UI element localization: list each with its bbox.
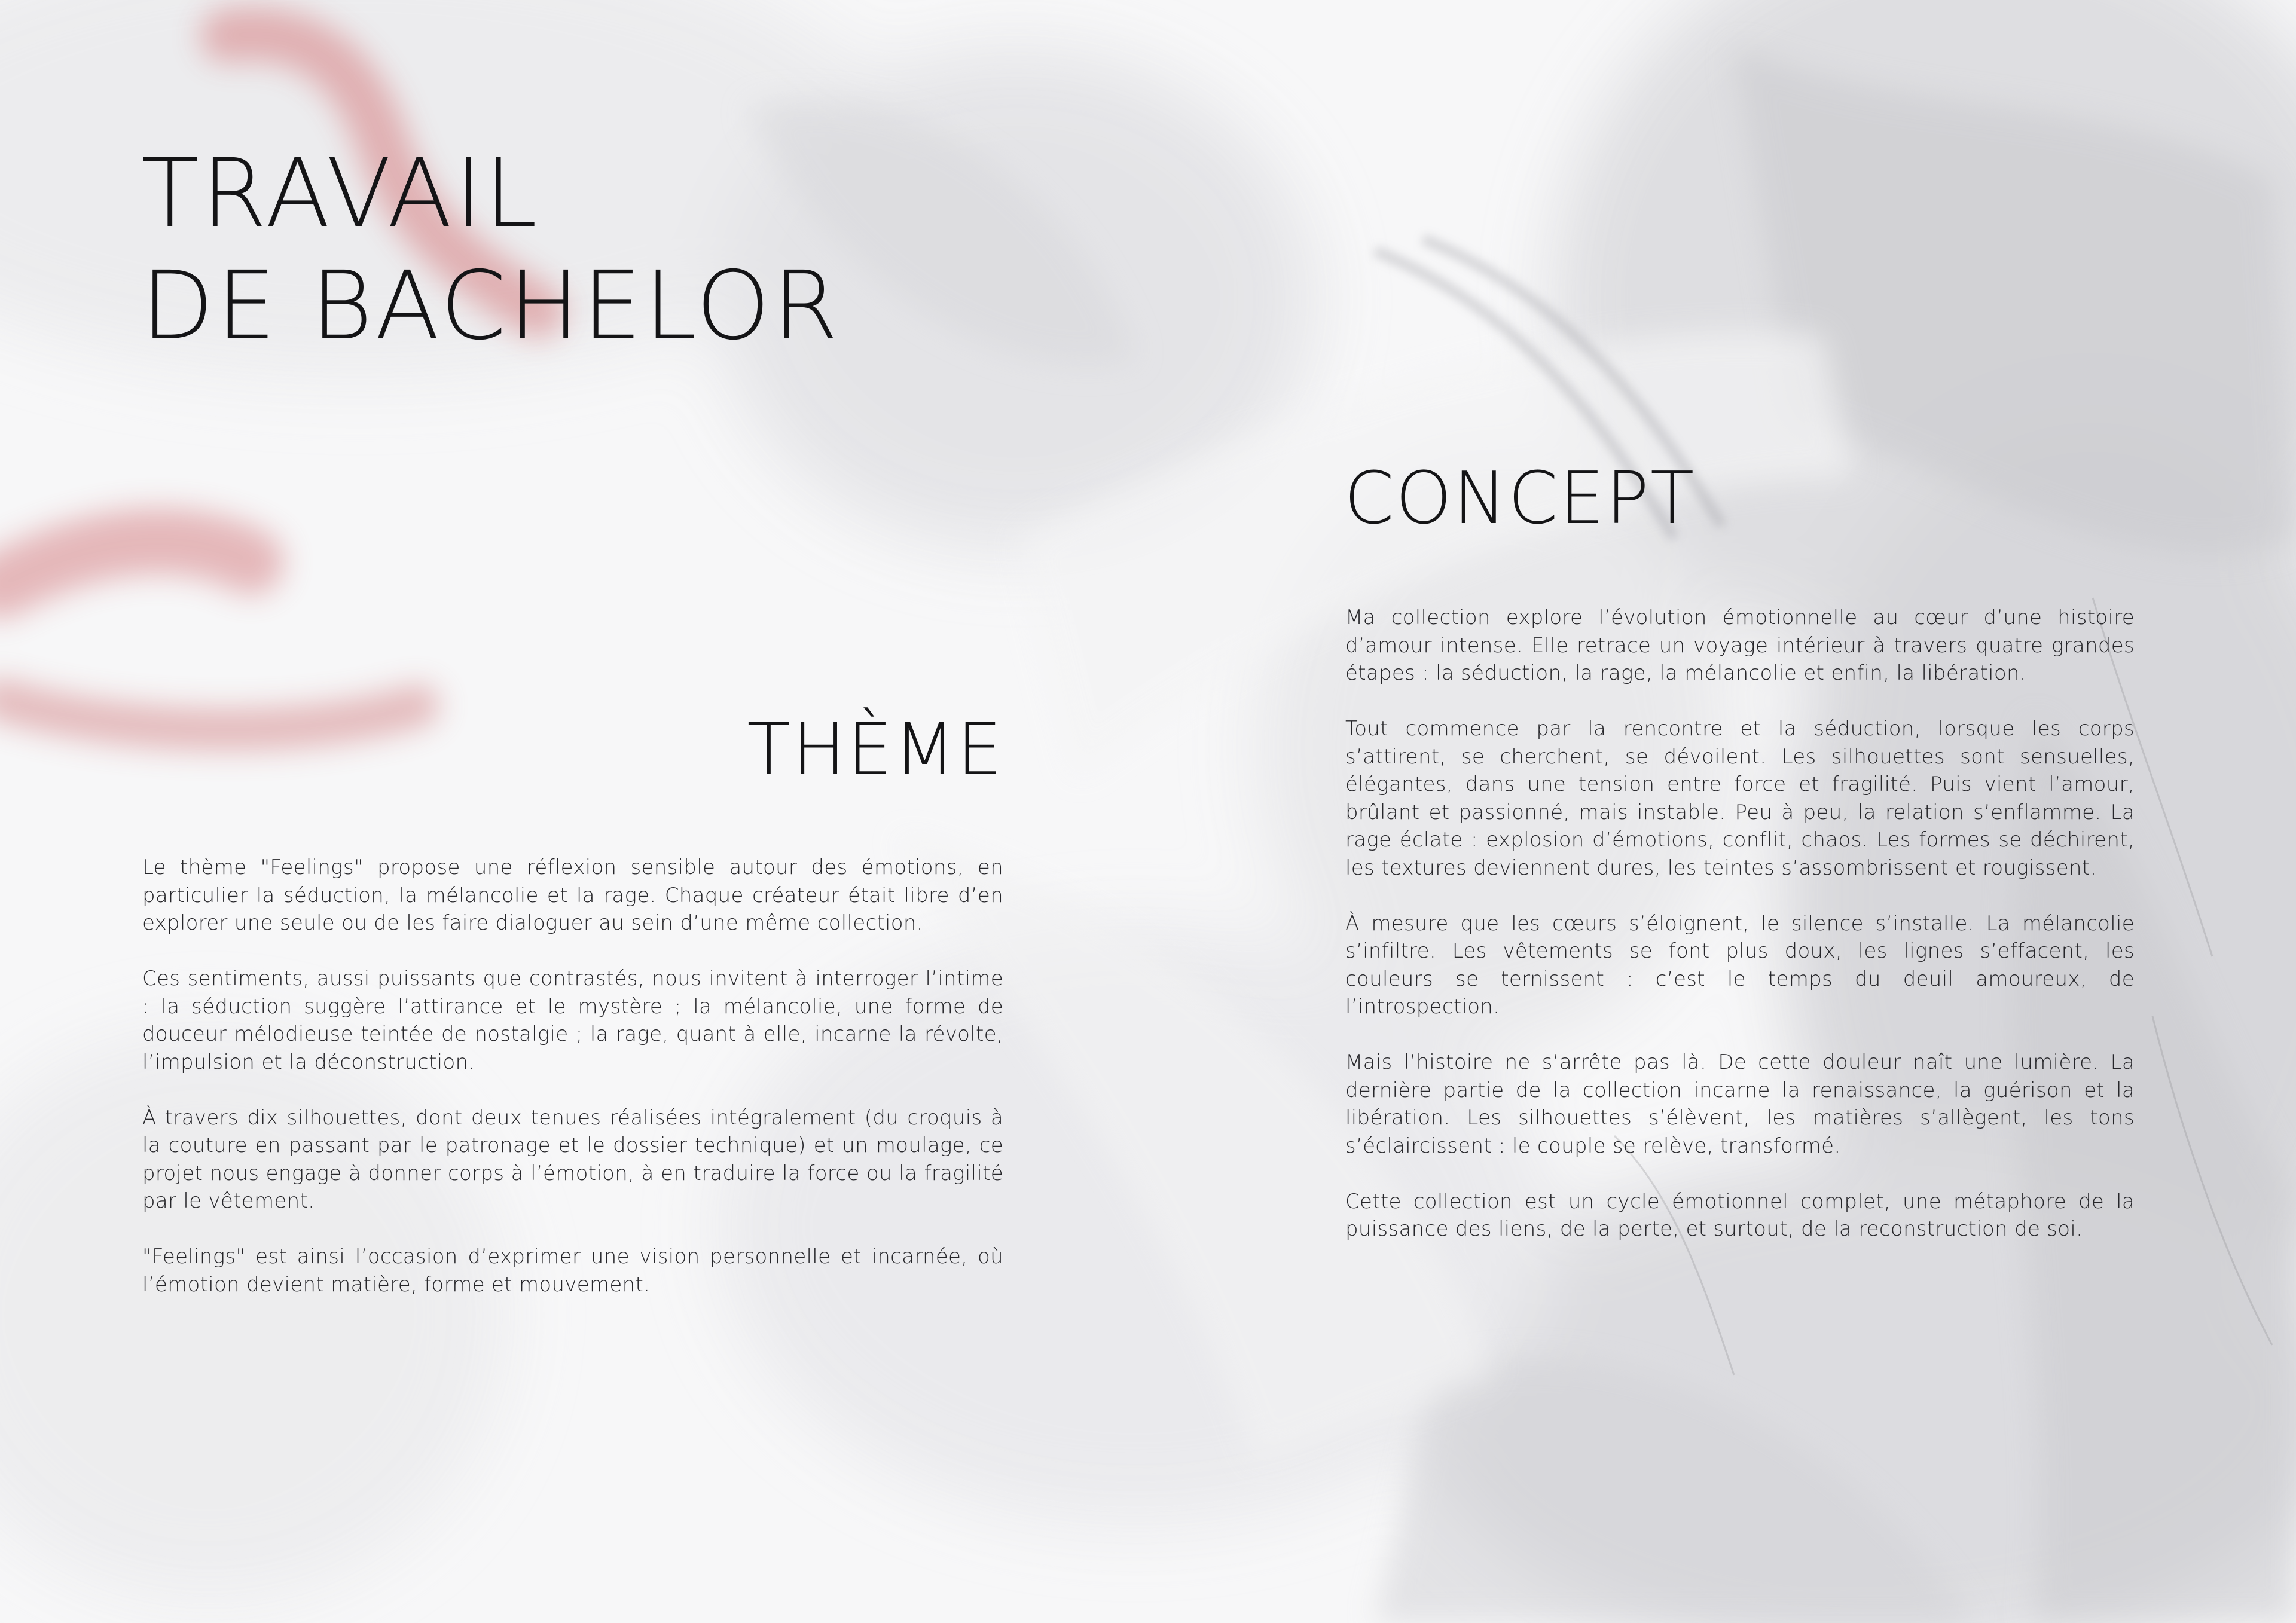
theme-heading: THÈME bbox=[747, 708, 1003, 791]
theme-paragraph: À travers dix silhouettes, dont deux tenues réalisées intégralement (du croquis à la couture en passant par le patronage et le dossier technique) et un moulage, ce projet nous engage à donner corps à l’émotion, à en traduire la force ou la fragilité par le vêtement. bbox=[142, 1105, 1003, 1213]
theme-paragraph: Le thème "Feelings" propose une réflexion sensible autour des émotions, en particulier la séduction, la mélancolie et la rage. Chaque créateur était libre d’en explorer une seule ou de les faire dialoguer au sein d’une même collection. bbox=[142, 855, 1003, 935]
concept-paragraph: Tout commence par la rencontre et la séduction, lorsque les corps s’attirent, se cherchent, se dévoilent. Les silhouettes sont sensuelles, élégantes, dans une tension entre force et fragilité. Puis vient l’amour, brûlant et passionné, mais instable. Peu à peu, la relation s’enflamme. La rage éclate : explosion d’émotions, conflit, chaos. Les formes se déchirent, les textures deviennent dures, les teintes s’assombrissent et rougissent. bbox=[1345, 717, 2135, 880]
concept-paragraph: Ma collection explore l’évolution émotionnelle au cœur d’une histoire d’amour intense. Elle retrace un voyage intérieur à travers quatre grandes étapes : la séduction, la rage, la mélancolie et enfin, la libération. bbox=[1345, 606, 2135, 685]
title-line-1: TRAVAIL bbox=[141, 139, 540, 249]
concept-paragraph: Cette collection est un cycle émotionnel complet, une métaphore de la puissance des liens, de la perte, et surtout, de la reconstruction de soi. bbox=[1345, 1189, 2135, 1241]
theme-paragraph: "Feelings" est ainsi l’occasion d’exprimer une vision personnelle et incarnée, où l’émotion devient matière, forme et mouvement. bbox=[142, 1245, 1003, 1297]
title-line-2: DE BACHELOR bbox=[141, 251, 841, 361]
theme-text bbox=[142, 854, 1003, 1326]
theme-paragraph: Ces sentiments, aussi puissants que contrastés, nous invitent à interroger l’intime : la séduction suggère l’attirance et le mystère ; la mélancolie, une forme de douceur mélodieuse teintée de nostalgie ; la rage, quant à elle, incarne la révolte, l’impulsion et la déconstruction. bbox=[142, 967, 1003, 1074]
concept-heading: CONCEPT bbox=[1344, 457, 1696, 540]
concept-paragraph: À mesure que les cœurs s’éloignent, le silence s’installe. La mélancolie s’infiltre. Les vêtements se font plus doux, les lignes s’effacent, les couleurs se ternissent : c’est le temps du deuil amoureux, de l’introspection. bbox=[1345, 911, 2135, 1019]
concept-paragraph: Mais l’histoire ne s’arrête pas là. De cette douleur naît une lumière. La dernière partie de la collection incarne la renaissance, la guérison et la libération. Les silhouettes s’élèvent, les matières s’allègent, les tons s’éclaircissent : le couple se relève, transformé. bbox=[1345, 1050, 2135, 1158]
concept-text bbox=[1345, 604, 2135, 1271]
page-title bbox=[141, 137, 841, 362]
